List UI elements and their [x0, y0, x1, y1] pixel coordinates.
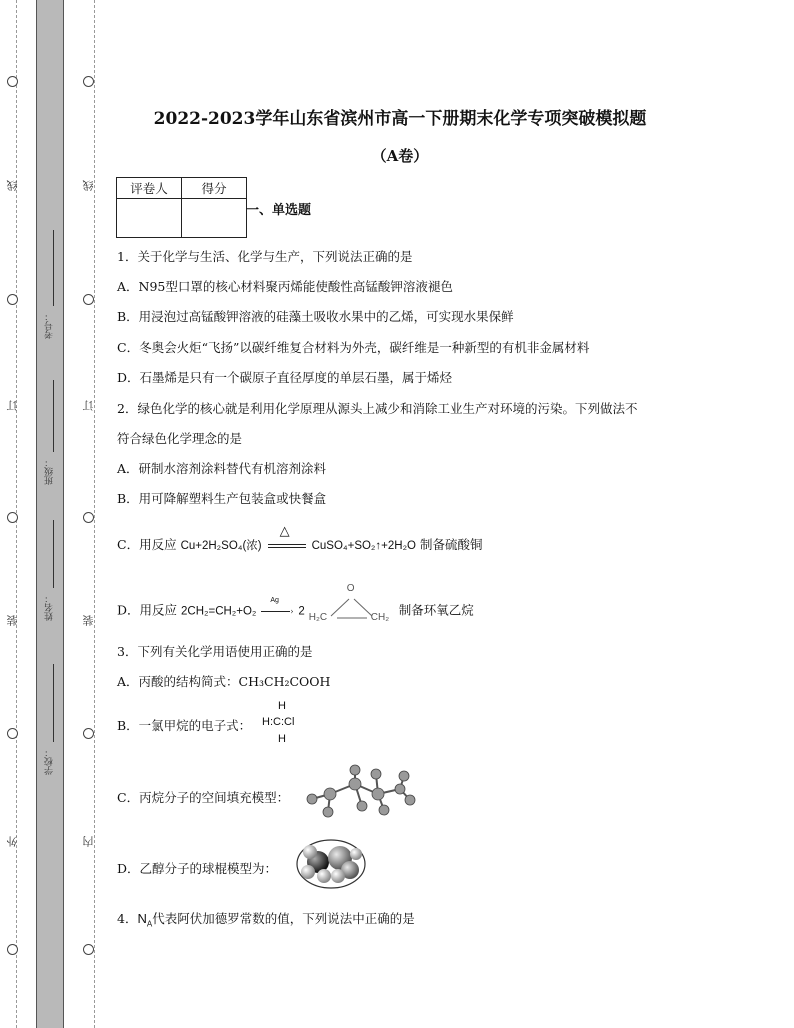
q2-d-condition: Ag: [270, 597, 279, 604]
avogadro-symbol: [137, 911, 153, 929]
binding-hole: [83, 512, 94, 523]
q3-d-text: D．乙醇分子的球棍模型为：: [117, 861, 278, 876]
q2-c-suffix: 制备硫酸铜: [419, 537, 483, 552]
outer-char-ding: 订: [6, 400, 19, 411]
binding-hole: [83, 76, 94, 87]
q1-option-d[interactable]: D．石墨烯是只有一个碳原子直径厚度的单层石墨，属于烯烃: [117, 370, 453, 385]
epoxide-structure: [308, 583, 395, 626]
q2-d-reactants: 2CH₂=CH₂+O₂: [181, 605, 257, 618]
q4-prefix: 4．: [117, 911, 138, 926]
electron-formula-top-h: H: [278, 700, 286, 712]
q1-option-a[interactable]: A．N95型口罩的核心材料聚丙烯能使酸性高锰酸钾溶液褪色: [117, 279, 453, 294]
q3-stem: 3．下列有关化学用语使用正确的是: [117, 644, 313, 659]
inner-char-zhuang: 装: [82, 615, 95, 626]
exam-number-blank[interactable]: [53, 230, 55, 306]
epoxide-left-carbon: H₂C: [308, 612, 328, 623]
class-label: 班级：: [45, 458, 55, 485]
q3-option-b[interactable]: [117, 716, 251, 734]
q2-c-condition: △: [279, 522, 290, 538]
class-blank[interactable]: [53, 380, 55, 452]
q1-option-c[interactable]: C．冬奥会火炬“飞扬”以碳纤维复合材料为外壳，碳纤维是一种新型的有机非金属材料: [117, 340, 590, 355]
propane-model-image: [300, 764, 420, 824]
q2-c-products: CuSO₄+SO₂↑+2H₂O: [311, 540, 416, 552]
electron-formula-bottom-h: H: [278, 733, 286, 745]
epoxide-right-carbon: CH₂: [370, 612, 390, 623]
q3-option-a[interactable]: A．丙酸的结构简式：CH₃CH₂COOH: [117, 674, 331, 689]
q4-suffix: 代表阿伏加德罗常数的值，下列说法中正确的是: [152, 911, 415, 926]
binding-hole: [7, 294, 18, 305]
score-header: 得分: [182, 178, 247, 199]
grader-header: 评卷人: [117, 178, 182, 199]
avogadro-na: $N_A$: [137, 911, 153, 929]
q2-stem-line1: 2．绿色化学的核心就是利用化学原理从源头上减少和消除工业生产对环境的污染。下列做法不: [117, 401, 638, 416]
section-heading: 一、单选题: [246, 203, 312, 218]
q3-option-c[interactable]: [117, 788, 289, 806]
q3-option-d[interactable]: [117, 859, 277, 877]
page-title: 2022-2023学年山东省滨州市高一下册期末化学专项突破模拟题: [153, 109, 647, 129]
q3-b-text: B．一氯甲烷的电子式：: [117, 718, 252, 733]
name-blank[interactable]: [53, 520, 55, 588]
inner-dashed-line: [94, 0, 95, 1028]
q2-c-arrow: [266, 522, 308, 553]
binding-hole: [7, 512, 18, 523]
q2-option-a[interactable]: A．研制水溶剂涂料替代有机溶剂涂料: [117, 461, 327, 476]
school-blank[interactable]: [53, 664, 55, 742]
binding-hole: [7, 944, 18, 955]
binding-strip: [36, 0, 64, 1028]
q2-c-prefix: C．用反应: [117, 537, 177, 552]
exam-number-label: 考号：: [45, 312, 55, 339]
q2-option-d[interactable]: [117, 583, 474, 626]
q2-d-arrow: Ag ›: [260, 604, 294, 618]
inner-char-ding: 订: [82, 400, 95, 411]
binding-hole: [83, 944, 94, 955]
outer-char-xian: 线: [6, 180, 19, 191]
q2-d-prefix: D．用反应: [117, 602, 178, 618]
q2-option-c[interactable]: [117, 522, 483, 553]
binding-hole: [7, 76, 18, 87]
binding-hole: [83, 294, 94, 305]
outer-char-zhuang: 装: [6, 615, 19, 626]
inner-char-nei: 内: [82, 836, 95, 847]
q3-c-text: C．丙烷分子的空间填充模型：: [117, 790, 290, 805]
avogadro-subscript: A: [146, 919, 153, 929]
score-cell[interactable]: [182, 199, 247, 238]
q1-stem: 1．关于化学与生活、化学与生产，下列说法正确的是: [117, 249, 413, 264]
page-subtitle: （A卷）: [371, 147, 429, 165]
outer-char-wai: 外: [6, 836, 19, 847]
q2-d-coefficient: 2: [298, 605, 305, 618]
electron-formula-middle: H:C:Cl: [262, 716, 295, 728]
binding-hole: [7, 728, 18, 739]
q2-stem-line2: 符合绿色化学理念的是: [117, 431, 243, 446]
school-label: 学校：: [45, 748, 55, 775]
q2-c-reactants: Cu+2H₂SO₄(浓): [180, 540, 262, 552]
binding-hole: [83, 728, 94, 739]
q1-option-b[interactable]: B．用浸泡过高锰酸钾溶液的硅藻土吸收水果中的乙烯，可实现水果保鲜: [117, 309, 514, 324]
epoxide-oxygen: O: [346, 583, 355, 594]
grader-cell[interactable]: [117, 199, 182, 238]
inner-char-xian: 线: [82, 180, 95, 191]
q2-option-b[interactable]: B．用可降解塑料生产包装盒或快餐盒: [117, 491, 327, 506]
q2-d-suffix: 制备环氧乙烷: [398, 602, 474, 618]
name-label: 姓名：: [45, 594, 55, 621]
score-table: [116, 177, 247, 238]
ethanol-model-image: [296, 838, 366, 890]
q4-stem: [117, 909, 415, 929]
